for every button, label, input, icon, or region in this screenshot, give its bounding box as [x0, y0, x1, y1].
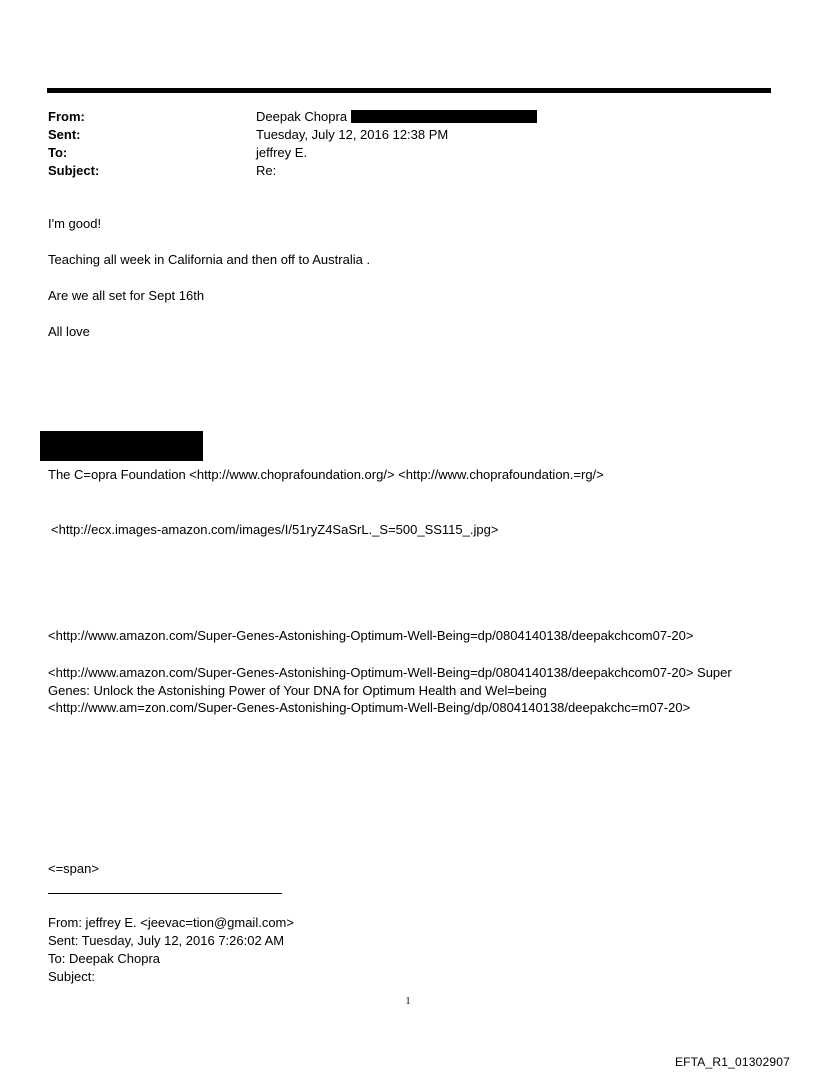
- span-tag-line: <=span>: [48, 861, 99, 876]
- body-line-question: Are we all set for Sept 16th: [48, 288, 205, 303]
- amazon-block-line-3: <http://www.am=zon.com/Super-Genes-Astonishing-Optimum-Well-Being/dp/0804140138/deepakchc=m07-20>: [48, 700, 691, 715]
- amazon-block-line-2: Genes: Unlock the Astonishing Power of Your DNA for Optimum Health and Wel=being: [48, 683, 547, 698]
- from-name: Deepak Chopra: [256, 109, 348, 124]
- subject-label: Subject:: [48, 163, 100, 178]
- image-link: <http://ecx.images-amazon.com/images/I/51ryZ4SaSrL._S=500_SS115_.jpg>: [51, 522, 499, 537]
- header-rule: [47, 88, 771, 93]
- subject-value: Re:: [256, 163, 277, 178]
- quoted-from-line: From: jeffrey E. <jeevac=tion@gmail.com>: [48, 915, 294, 930]
- from-label: From:: [48, 109, 85, 124]
- amazon-link: <http://www.amazon.com/Super-Genes-Astonishing-Optimum-Well-Being=dp/0804140138/deepakchcom07-20>: [48, 628, 694, 643]
- quoted-sent-line: Sent: Tuesday, July 12, 2016 7:26:02 AM: [48, 933, 285, 948]
- foundation-line: The C=opra Foundation <http://www.choprafoundation.org/> <http://www.choprafoundation.=rg/>: [48, 467, 604, 482]
- document-id: EFTA_R1_01302907: [674, 1055, 790, 1069]
- redacted-email-block: [351, 110, 537, 123]
- body-line-signoff: All love: [48, 324, 90, 339]
- body-line-teaching: Teaching all week in California and then off to Australia .: [48, 252, 371, 267]
- to-value: jeffrey E.: [256, 145, 308, 160]
- from-value: [256, 108, 537, 126]
- sent-label: Sent:: [48, 127, 81, 142]
- amazon-block-line-1: <http://www.amazon.com/Super-Genes-Astonishing-Optimum-Well-Being=dp/0804140138/deepakchcom07-20> Super: [48, 665, 732, 680]
- quoted-divider: [48, 893, 282, 894]
- quoted-to-line: To: Deepak Chopra: [48, 951, 161, 966]
- redacted-signature-block: [40, 431, 203, 461]
- page-number: 1: [405, 996, 411, 1007]
- sent-value: Tuesday, July 12, 2016 12:38 PM: [256, 127, 449, 142]
- quoted-subject-line: Subject:: [48, 969, 95, 984]
- to-label: To:: [48, 145, 68, 160]
- body-line-greeting: I'm good!: [48, 216, 102, 231]
